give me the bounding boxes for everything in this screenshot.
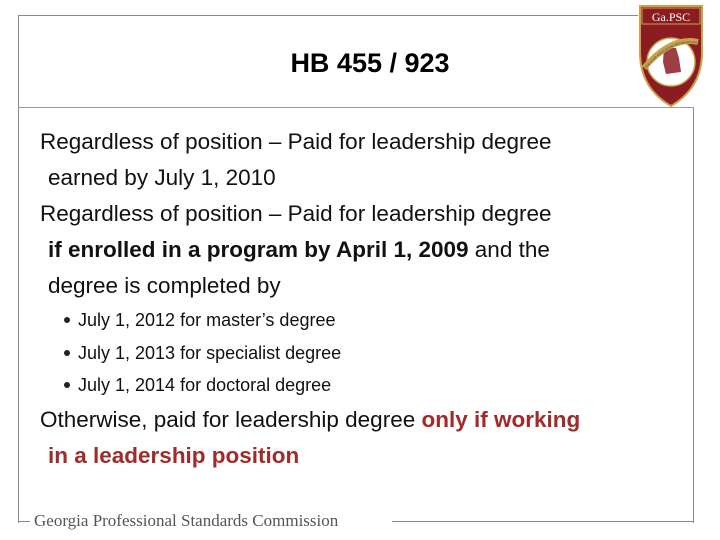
paragraph-2-line-3: degree is completed by xyxy=(48,273,281,298)
paragraph-2-after: and the xyxy=(468,237,550,262)
enrollment-deadline-text: if enrolled in a program by April 1, 2009 xyxy=(48,237,469,262)
paragraph-2-line-1: Regardless of position – Paid for leadership degree xyxy=(40,201,552,226)
paragraph-1 xyxy=(40,124,690,196)
slide-body xyxy=(40,124,690,474)
paragraph-2 xyxy=(40,196,690,304)
paragraph-1-line-2: earned by July 1, 2010 xyxy=(48,165,276,190)
paragraph-3-text: Otherwise, paid for leadership degree xyxy=(40,406,422,432)
footer-rule-left xyxy=(18,521,30,522)
completion-deadlines-list xyxy=(40,304,690,402)
frame-top-border xyxy=(18,15,638,16)
frame-right-border xyxy=(693,108,694,523)
paragraph-3 xyxy=(40,402,690,474)
frame-left-border xyxy=(18,15,19,523)
bullet-item: July 1, 2013 for specialist degree xyxy=(40,337,690,370)
logo-banner-text: EDUCATOR EDUCATION PREPARATION xyxy=(642,40,697,71)
footer-rule-right xyxy=(392,521,694,522)
paragraph-3-red-1: only if working xyxy=(421,406,581,432)
paragraph-3-line-1 xyxy=(40,402,690,438)
ga-psc-shield-logo xyxy=(636,2,706,108)
header-divider xyxy=(18,107,694,108)
bullet-item: July 1, 2012 for master’s degree xyxy=(40,304,690,337)
paragraph-1-line-1: Regardless of position – Paid for leadership degree xyxy=(40,129,552,154)
paragraph-3-red-2: in a leadership position xyxy=(48,442,300,468)
paragraph-2-line-2 xyxy=(40,232,690,268)
bullet-item: July 1, 2014 for doctoral degree xyxy=(40,369,690,402)
footer-commission-name: Georgia Professional Standards Commission xyxy=(34,511,339,530)
slide-title: HB 455 / 923 xyxy=(290,48,450,78)
logo-text: Ga.PSC xyxy=(651,10,691,24)
